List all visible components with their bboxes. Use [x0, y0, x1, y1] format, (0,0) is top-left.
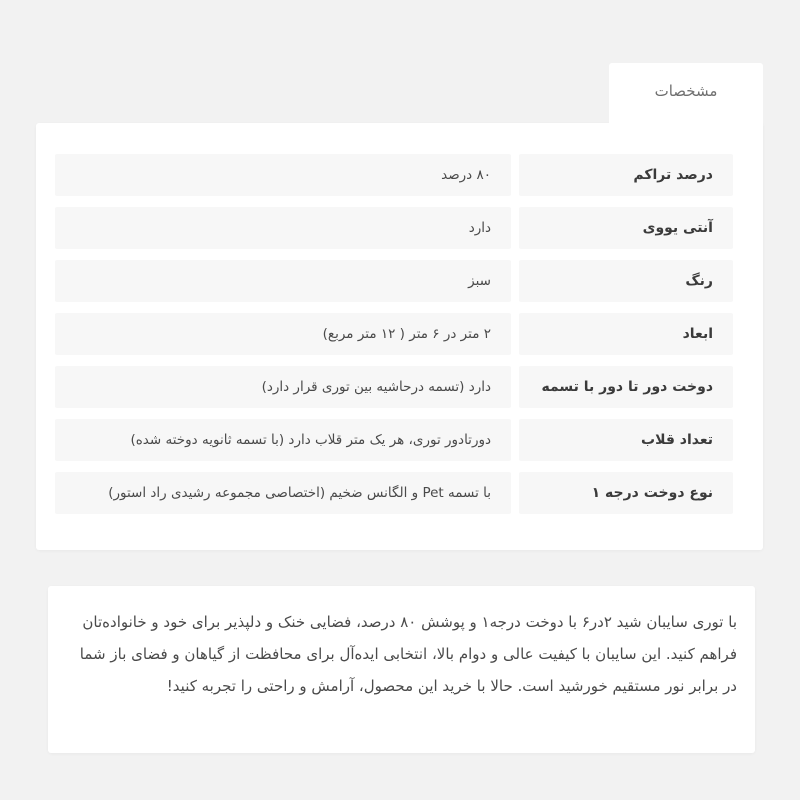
tab-specifications-label: مشخصات — [654, 82, 718, 100]
spec-value-cell: دارد — [55, 207, 511, 249]
spec-value-cell: دارد (تسمه درحاشیه بین توری قرار دارد) — [55, 366, 511, 408]
spec-row — [55, 154, 733, 196]
spec-row — [55, 366, 733, 408]
spec-value-cell: دورتادور توری، هر یک متر قلاب دارد (با تسمه ثانویه دوخته شده) — [55, 419, 511, 461]
tab-specifications[interactable] — [609, 63, 763, 125]
spec-value-cell: ۸۰ درصد — [55, 154, 511, 196]
spec-label-cell: دوخت دور تا دور با تسمه — [519, 366, 733, 408]
specs-rows — [55, 154, 733, 514]
spec-label-cell: درصد تراکم — [519, 154, 733, 196]
spec-label-cell: نوع دوخت درجه ۱ — [519, 472, 733, 514]
spec-row — [55, 472, 733, 514]
spec-row — [55, 260, 733, 302]
spec-value-cell: سبز — [55, 260, 511, 302]
spec-label-cell: رنگ — [519, 260, 733, 302]
spec-row — [55, 207, 733, 249]
spec-row — [55, 313, 733, 355]
spec-value-cell: ۲ متر در ۶ متر ( ۱۲ متر مربع) — [55, 313, 511, 355]
spec-label-cell: آنتی یووی — [519, 207, 733, 249]
spec-row — [55, 419, 733, 461]
description-card — [48, 586, 755, 753]
description-text: با توری سایبان شید ۲در۶ با دوخت درجه۱ و پوشش ۸۰ درصد، فضایی خنک و دلپذیر برای خود و خانواده‌تان فراهم کنید. این سایبان با کیفیت عالی و دوام بالا، انتخابی ایده‌آل برای محافظت از گیاهان و فضای باز شما در برابر نور مستقیم خورشید است. حالا با خرید این محصول، آرامش و راحتی را تجربه کنید! — [79, 613, 737, 695]
spec-label-cell: تعداد قلاب — [519, 419, 733, 461]
spec-label-cell: ابعاد — [519, 313, 733, 355]
spec-value-cell: با تسمه Pet و الگانس ضخیم (اختصاصی مجموعه رشیدی راد استور) — [55, 472, 511, 514]
specs-card — [36, 123, 763, 550]
